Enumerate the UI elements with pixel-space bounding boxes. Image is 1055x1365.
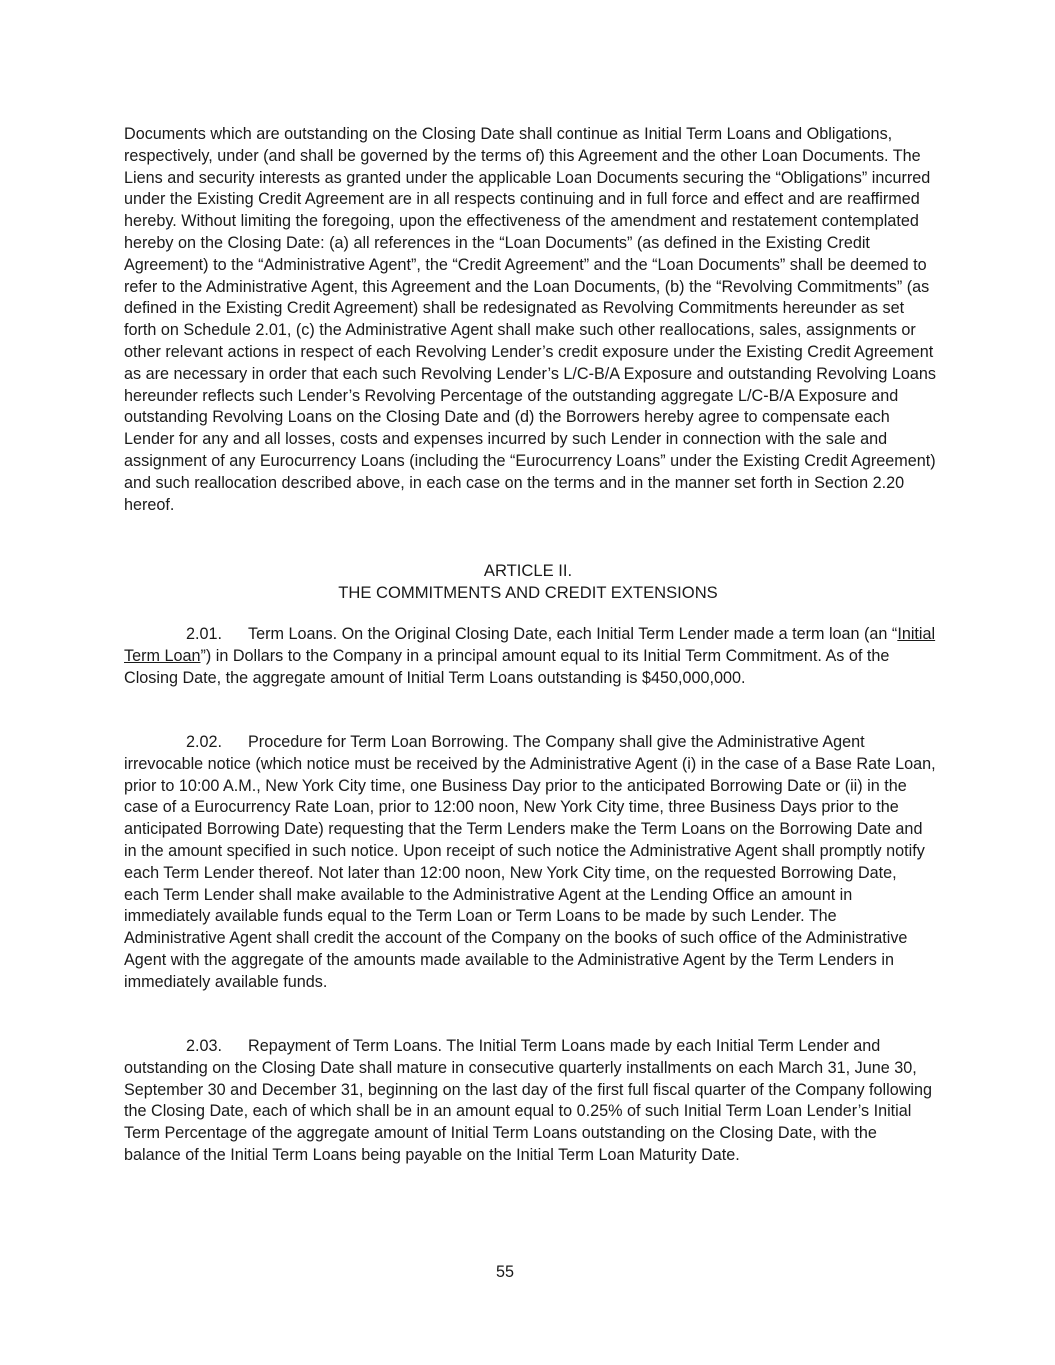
- section-number: 2.03.: [186, 1037, 223, 1055]
- article-title: THE COMMITMENTS AND CREDIT EXTENSIONS: [338, 583, 718, 602]
- section-2-03: [124, 1036, 936, 1167]
- section-2-01: [124, 624, 936, 689]
- section-number: 2.01.: [186, 625, 223, 643]
- continued-paragraph: Documents which are outstanding on the Closing Date shall continue as Initial Term Loans and Obligations, respectively, under (and shall be governed by the terms of) this Agreement and the other Loan Documents. The Liens and security interests as granted under the applicable Loan Documents securing the “Obligations” incurred under the Existing Credit Agreement are in all respects continuing and in full force and effect and are reaffirmed hereby. Without limiting the foregoing, upon the effectiveness of the amendment and restatement contemplated hereby on the Closing Date: (a) all references in the “Loan Documents” (as defined in the Existing Credit Agreement) to the “Administrative Agent”, the “Credit Agreement” and the “Loan Documents” shall be deemed to refer to the Administrative Agent, this Agreement and the Loan Documents, (b) the “Revolving Commitments” (as defined in the Existing Credit Agreement) shall be redesignated as Revolving Commitments hereunder as set forth on Schedule 2.01, (c) the Administrative Agent shall make such other reallocations, sales, assignments or other relevant actions in respect of each Revolving Lender’s credit exposure under the Existing Credit Agreement as are necessary in order that each such Revolving Lender’s L/C-B/A Exposure and outstanding Revolving Loans hereunder reflects such Lender’s Revolving Percentage of the outstanding aggregate L/C-B/A Exposure and outstanding Revolving Loans on the Closing Date and (d) the Borrowers hereby agree to compensate each Lender for any and all losses, costs and expenses incurred by such Lender in connection with the sale and assignment of any Eurocurrency Loans (including the “Eurocurrency Loans” under the Existing Credit Agreement) and such reallocation described above, in each case on the terms and in the manner set forth in Section 2.20 hereof.: [124, 125, 936, 514]
- section-2-02: [124, 732, 936, 994]
- section-heading: Repayment of Term Loans.: [248, 1037, 443, 1055]
- article-number: ARTICLE II.: [483, 561, 573, 580]
- page-number: 55: [495, 1263, 514, 1281]
- section-text: The Initial Term Loans made by each Initial Term Lender and outstanding on the Closing Date shall mature in consecutive quarterly installments on each March 31, June 30, September 30 and December 31, beginning on the last day of the first full fiscal quarter of the Company following the Closing Date, each of which shall be in an amount equal to 0.25% of such Initial Term Loan Lender’s Initial Term Percentage of the aggregate amount of Initial Term Loans outstanding on the Closing Date, with the balance of the Initial Term Loans being payable on the Initial Term Loan Maturity Date.: [124, 1037, 933, 1164]
- defined-term: Initial Term Loan: [124, 625, 936, 665]
- section-heading: Term Loans.: [248, 625, 338, 643]
- section-text: On the Original Closing Date, each Initial Term Lender made a term loan (an “: [337, 625, 898, 643]
- section-text: The Company shall give the Administrative Agent irrevocable notice (which notice must be received by the Administrative Agent (i) in the case of a Base Rate Loan, prior to 10:00 A.M., New York City time, one Business Day prior to the anticipated Borrowing Date or (ii) in the case of a Eurocurrency Rate Loan, prior to 12:00 noon, New York City time, three Business Days prior to the anticipated Borrowing Date) requesting that the Term Lenders make the Term Loans on the Borrowing Date and in the amount specified in such notice. Upon receipt of such notice the Administrative Agent shall promptly notify each Term Lender thereof. Not later than 12:00 noon, New York City time, on the requested Borrowing Date, each Term Lender shall make available to the Administrative Agent at the Lending Office an amount in immediately available funds equal to the Term Loan or Term Loans to be made by such Lender. The Administrative Agent shall credit the account of the Company on the books of such office of the Administrative Agent with the aggregate of the amounts made available to the Administrative Agent by the Term Lenders in immediately available funds.: [124, 733, 936, 991]
- section-heading: Procedure for Term Loan Borrowing.: [248, 733, 509, 751]
- section-number: 2.02.: [186, 733, 223, 751]
- section-text: ”) in Dollars to the Company in a principal amount equal to its Initial Term Commitment. As of the Closing Date, the aggregate amount of Initial Term Loans outstanding is $450,000,000.: [124, 646, 890, 687]
